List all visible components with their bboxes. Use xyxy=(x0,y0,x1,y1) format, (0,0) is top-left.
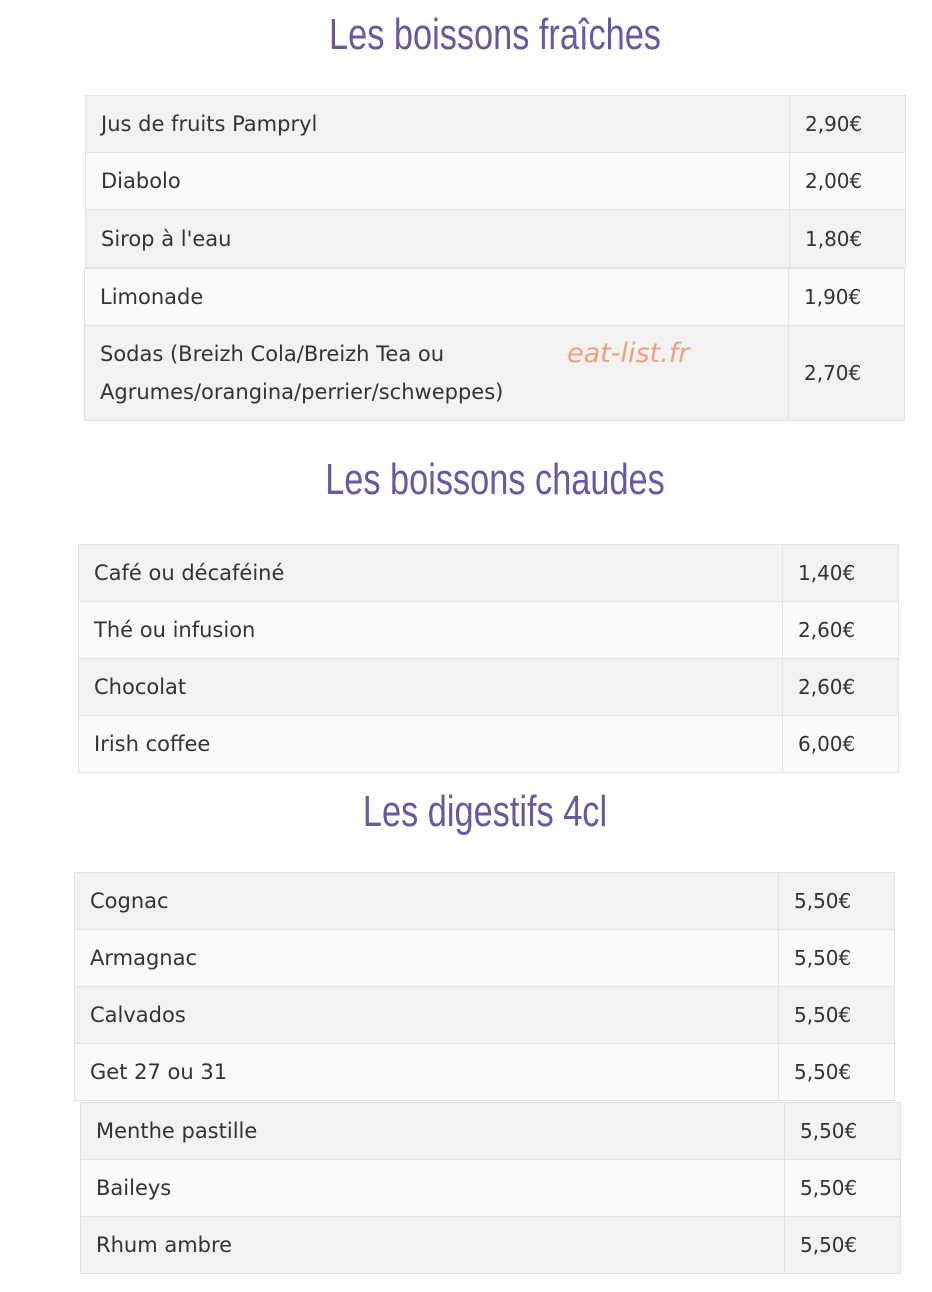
cold-drinks-table-2 xyxy=(84,268,905,421)
item-name: Menthe pastille xyxy=(81,1103,785,1160)
item-name: Limonade xyxy=(85,269,789,326)
item-price: 2,70€ xyxy=(789,326,905,421)
item-price: 2,90€ xyxy=(790,96,906,153)
item-price: 5,50€ xyxy=(785,1103,901,1160)
item-name: Diabolo xyxy=(86,153,790,210)
item-price: 2,60€ xyxy=(783,602,899,659)
section-title-digestifs: Les digestifs 4cl xyxy=(362,787,608,836)
table-row xyxy=(75,987,895,1044)
item-price: 5,50€ xyxy=(779,873,895,930)
item-name: Calvados xyxy=(75,987,779,1044)
table-row xyxy=(86,96,906,153)
item-name: Get 27 ou 31 xyxy=(75,1044,779,1101)
item-name: Cognac xyxy=(75,873,779,930)
section-title-cold-drinks: Les boissons fraîches xyxy=(329,10,661,59)
table-row xyxy=(79,545,899,602)
item-name: Sirop à l'eau xyxy=(86,210,790,268)
item-name: Thé ou infusion xyxy=(79,602,783,659)
item-price: 1,80€ xyxy=(790,210,906,268)
item-name: Jus de fruits Pampryl xyxy=(86,96,790,153)
hot-drinks-table xyxy=(78,544,899,773)
digestifs-table-1 xyxy=(74,872,895,1101)
item-price: 5,50€ xyxy=(779,930,895,987)
item-price: 5,50€ xyxy=(779,987,895,1044)
table-row xyxy=(75,1044,895,1101)
item-price: 5,50€ xyxy=(785,1160,901,1217)
table-row xyxy=(79,716,899,773)
table-row xyxy=(86,153,906,210)
section-title-hot-drinks: Les boissons chaudes xyxy=(325,455,665,504)
table-row xyxy=(86,210,906,268)
table-row xyxy=(85,269,905,326)
item-price: 2,00€ xyxy=(790,153,906,210)
item-price: 6,00€ xyxy=(783,716,899,773)
table-row xyxy=(79,602,899,659)
item-price: 1,40€ xyxy=(783,545,899,602)
item-name: Rhum ambre xyxy=(81,1217,785,1274)
digestifs-table-2 xyxy=(80,1102,901,1274)
item-price: 2,60€ xyxy=(783,659,899,716)
item-name: Café ou décaféiné xyxy=(79,545,783,602)
item-price: 1,90€ xyxy=(789,269,905,326)
item-name: Irish coffee xyxy=(79,716,783,773)
table-row xyxy=(85,326,905,421)
cold-drinks-table-1 xyxy=(85,95,906,268)
item-name: Chocolat xyxy=(79,659,783,716)
watermark-text: eat-list.fr xyxy=(567,338,690,369)
table-row xyxy=(75,873,895,930)
table-row xyxy=(81,1103,901,1160)
table-row xyxy=(75,930,895,987)
table-row xyxy=(81,1217,901,1274)
item-price: 5,50€ xyxy=(785,1217,901,1274)
item-name: Baileys xyxy=(81,1160,785,1217)
item-name: Armagnac xyxy=(75,930,779,987)
table-row xyxy=(79,659,899,716)
item-name: Sodas (Breizh Cola/Breizh Tea ou Agrumes/orangina/perrier/schweppes) xyxy=(85,326,789,421)
table-row xyxy=(81,1160,901,1217)
item-price: 5,50€ xyxy=(779,1044,895,1101)
